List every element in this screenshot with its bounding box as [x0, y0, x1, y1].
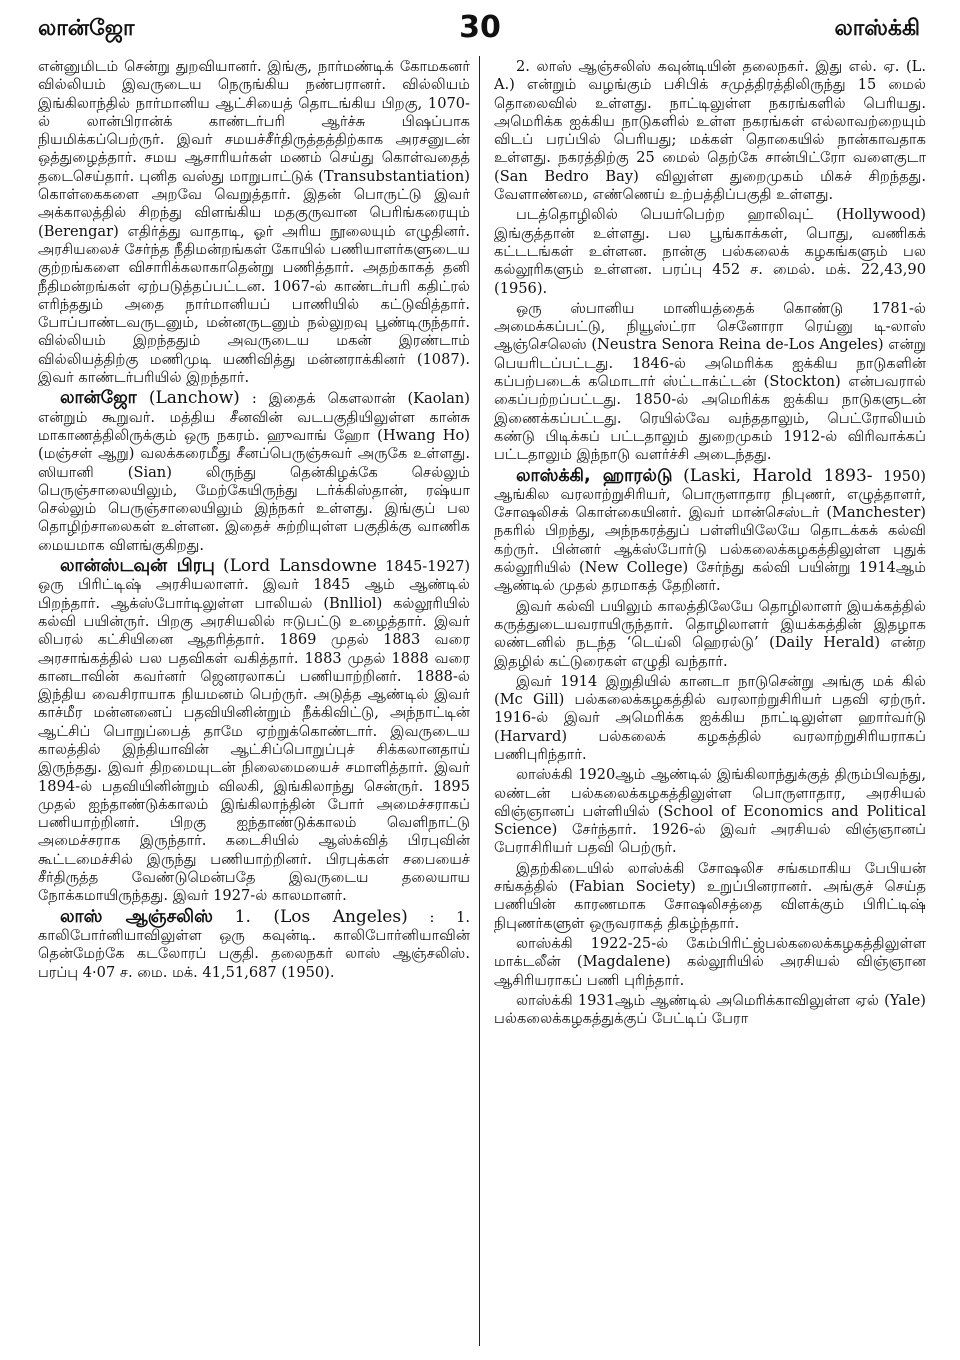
entry-paragraph — [494, 467, 926, 596]
paragraph-text: என்னுமிடம் சென்று துறவியானர். இங்கு, நார்மண்டிக் கோமகனர் வில்லியம் இவருடைய நெருங்கிய நண்பரானர். வில்லியம் இங்கிலாந்தில் நார்மானிய ஆட்சியைத் தொடங்கிய பிறகு, 1070-ல் லான்பிரான்க் காண்டர்பரி ஆர்ச்சு பிஷப்பாக நியமிக்கப்பெற்ருர். இவர் சமயச்சீர்திருத்தத்திற்காக அரசனுடன் ஒத்துழைத்தார். சமய ஆசாரியர்கள் மணம் செய்து கொள்வதைத் தடைசெய்தார். புனித வஸ்து மாறுபாட்டுக் (Transubstantiation) கொள்கைகளை அறவே வெறுத்தார். இதன் பொருட்டு இவர் அக்காலத்தில் சிறந்து விளங்கிய மதகுருவான பெரிங்கரையும் (Berengar) எதிர்த்து வாதாடி, ஓர் அரிய நூலையும் எழுதினர். அரசியலைச் சேர்ந்த நீதிமன்றங்கள் கோயில் பணியாளர்களுடைய குற்றங்களை விசாரிக்கலாகாதென்று பணித்தார். அதற்காகத் தனி நீதிமன்றங்கள் ஏற்படுத்தப்பட்டன. 1067-ல் காண்டர்பரி கதிட்ரல் எரிந்ததும் அதை நார்மானியப் பாணியில் கட்டுவித்தார். போப்பாண்டவருடனும், மன்னருடனும் நல்லுறவு பூண்டிருந்தார். வில்லியம் இறந்ததும் அவருடைய மகன் இரண்டாம் வில்லியத்திற்கு மணிமுடி யணிவித்து மன்னராக்கினர் (1087). இவர் காண்டர்பரியில் இறந்தார். — [38, 58, 470, 387]
paragraph — [494, 58, 926, 204]
paragraph-text: ஒரு ஸ்பானிய மானியத்தைக் கொண்டு 1781-ல் அமைக்கப்பட்டு, நியூஸ்ட்ரா செனோரா ரெய்னு டி-லாஸ் ஆஞ்செலெஸ் (Neustra Senora Reina de-Los Angeles) என்று பெயரிடப்பட்டது. 1846-ல் அமெரிக்க ஐக்கிய நாடுகளின் கப்பற்படைக் கமொடார் ஸ்ட்டாக்ட்டன் (Stockton) என்பவரால் கைப்பற்றப்பட்டது. 1850-ல் அமெரிக்க ஐக்கிய நாடுகளுடன் இணைக்கப்பட்டது. ரெயில்வே வந்ததாலும், பெட்ரோலியம் கண்டு பிடிக்கப் பட்டதாலும் துறைமுகம் 1912-ல் விரிவாக்கப் பட்டதாலும் இந்நாடு வளர்ச்சி அடைந்தது. — [494, 299, 926, 464]
paragraph — [494, 300, 926, 465]
entry-paragraph — [38, 908, 470, 982]
paragraph — [494, 860, 926, 933]
paragraph-text: இதற்கிடையில் லாஸ்க்கி சோஷலிச சங்கமாகிய பேபியன் சங்கத்தில் (Fabian Society) உறுப்பினரானர். அங்குச் செய்த பணியின் காரணமாக சோஷலிசத்தை விளக்கும் பிரிட்டிஷ் நிபுணர்களுள் ஒருவராகத் திகழ்ந்தார். — [494, 859, 926, 932]
paragraph-text: 1845-1927) ஒரு பிரிட்டிஷ் அரசியலாளர். இவர் 1845 ஆம் ஆண்டில் பிறந்தார். ஆக்ஸ்போர்டிலுள்ள பாலியல் (Bnlliol) கல்லூரியில் கல்வி பயின்ருர். பிறகு அரசியலில் ஈடுபட்டு உழைத்தார். இவர் லிபரல் கட்சியினை ஆதரித்தார். 1869 முதல் 1883 வரை அரசாங்கத்தில் பல பதவிகள் வகித்தார். 1883 முதல் 1888 வரை கானடாவின் கவர்னர் ஜெனரலாகப் பணியாற்றினர். 1888-ல் இந்திய வைசிராயாக நியமனம் பெற்ருர். அடுத்த ஆண்டில் இவர் காச்மீர மன்னனைப் பதவியினின்றும் நீக்கிவிட்டு, அந்நாட்டின் ஆட்சிப் பொறுப்பைத் தாமே ஏற்றுக்கொண்டார். இவருடைய காலத்தில் இந்தியாவின் ஆட்சிப்பொறுப்புச் சிக்கலானதாய் இருந்தது. இவர் திறமையுடன் நிலைமையைச் சமாளித்தார். இவர் 1894-ல் பதவியினின்றும் விலகி, இங்கிலாந்து சென்ருர். 1895 முதல் ஐந்தாண்டுக்காலம் இங்கிலாந்தின் போர் அமைச்சராகப் பணியாற்றினர். பிறகு ஐந்தாண்டுக்காலம் வெளிநாட்டு அமைச்சராக இருந்தார். கடைசியில் ஆஸ்க்வித் பிரபுவின் கூட்டமைச்சில் இருந்து பணியாற்றினர். பிரபுக்கள் சபையைச் சீர்திருத்த வேண்டுமென்பதே இவருடைய தலையாய நோக்கமாயிருந்தது. இவர் 1927-ல் காலமானர். — [38, 558, 470, 905]
paragraph — [494, 766, 926, 857]
running-head-right: லாஸ்க்கி — [834, 16, 920, 41]
column-divider — [479, 56, 480, 1346]
left-column — [38, 58, 470, 1348]
page-number: 30 — [459, 10, 501, 45]
entry-paragraph — [38, 389, 470, 555]
paragraph — [494, 992, 926, 1029]
entry-headword-latin: 1. (Los Angeles) — [234, 906, 408, 927]
entry-headword-latin: (Lanchow) — [148, 388, 240, 409]
paragraph — [494, 206, 926, 297]
entry-paragraph — [38, 557, 470, 906]
entry-headword-latin: (Laski, Harold 1893- — [683, 465, 873, 486]
paragraph-text: 1950) ஆங்கில வரலாற்றுசிரியர், பொருளாதார நிபுணர், எழுத்தாளர், சோஷலிசக் கொள்கையினர். இவர் மான்செஸ்டர் (Manchester) நகரில் பிறந்து, அந்நகரத்துப் பள்ளியிலேயே தொடக்கக் கல்வி கற்ருர். பின்னர் ஆக்ஸ்போர்டு பல்கலைக்கழகத்திலுள்ள புதுக் கல்லூரியில் (New College) சேர்ந்து கல்வி பயின்று 1914ஆம் ஆண்டில் முதல் தரமாகத் தேறினர். — [494, 467, 926, 595]
entry-headword: லாஸ்க்கி, ஹாரல்டு — [516, 465, 673, 486]
page-header — [0, 0, 960, 52]
paragraph — [494, 935, 926, 990]
entry-headword: லான்ஜோ — [60, 388, 137, 409]
entry-headword: லாஸ் ஆஞ்சலிஸ் — [60, 906, 213, 927]
paragraph-text: 2. லாஸ் ஆஞ்சலிஸ் கவுன்டியின் தலைநகர். இது எல். ஏ. (L. A.) என்றும் வழங்கும் பசிபிக் சமுத்திரத்திலிருந்து 15 மைல் தொலைவில் உள்ளது. நாட்டிலுள்ள நகரங்களில் பெரியது. அமெரிக்க ஐக்கிய நாடுகளில் உள்ள நகரங்கள் எல்லாவற்றையும் விடப் பரப்பில் பெரியது; மக்கள் தொகையில் நான்காவதாக உள்ளது. நகரத்திற்கு 25 மைல் தெற்கே சான்பிட்ரோ வளைகுடா (San Bedro Bay) விலுள்ள துறைமுகம் மிகச் சிறந்தது. வேளாண்மை, எண்ணெய் உற்பத்திப்பகுதி உள்ளது. — [494, 58, 926, 204]
paragraph-text: லாஸ்க்கி 1931ஆம் ஆண்டில் அமெரிக்காவிலுள்ள ஏல் (Yale) பல்கலைக்கழகத்துக்குப் பேட்டிப் பேரா — [494, 991, 926, 1028]
paragraph-text: படத்தொழிலில் பெயர்பெற்ற ஹாலிவுட் (Hollywood) இங்குத்தான் உள்ளது. பல பூங்காக்கள், பொது, வணிகக் கட்டடங்கள் உள்ளன. நான்கு பல்கலைக் கழகங்களும் பல கல்லூரிகளும் உள்ளன. பரப்பு 452 ச. மைல். மக். 22,43,90 (1956). — [494, 206, 926, 297]
paragraph-text: லாஸ்க்கி 1922-25-ல் கேம்பிரிட்ஜ்பல்கலைக்கழகத்திலுள்ள மாக்டலீன் (Magdalene) கல்லூரியில் அரசியல் விஞ்ஞான ஆசிரியராகப் பணி புரிந்தார். — [494, 934, 926, 989]
paragraph-text: இவர் கல்வி பயிலும் காலத்திலேயே தொழிலாளர் இயக்கத்தில் கருத்துடையவராயிருந்தார். தொழிலாளர் இயக்கத்தின் இதழாக லண்டனில் நடந்த ‘டெய்லி ஹெரல்டு’ (Daily Herald) என்ற இதழில் கட்டுரைகள் எழுதி வந்தார். — [494, 597, 926, 670]
paragraph-text: : இதைக் கௌலான் (Kaolan) என்றும் கூறுவர். மத்திய சீனவின் வடபகுதியிலுள்ள கான்சு மாகாணத்திலிருக்கும் ஒரு நகரம். ஹுவாங் ஹோ (Hwang Ho) (மஞ்சள் ஆறு) வலக்கரைமீது சீனப்பெருஞ்சுவர் அருகே உள்ளது. ஸியானி (Sian) லிருந்து தென்கிழக்கே செல்லும் பெருஞ்சாலையிலும், மேற்கேயிருந்து டர்க்கிஸ்தான், ரஷ்யா செல்லும் பெருஞ்சாலையிலும் இந்நகர் உள்ளது. இங்குப் பல தொழிற்சாலைகள் உள்ளன. இதைச் சுற்றியுள்ள பகுதிக்கு வாணிக மையமாக விளங்குகிறது. — [38, 390, 470, 554]
paragraph — [38, 58, 470, 387]
paragraph — [494, 598, 926, 671]
paragraph-text: லாஸ்க்கி 1920ஆம் ஆண்டில் இங்கிலாந்துக்குத் திரும்பிவந்து, லண்டன் பல்கலைக்கழகத்திலுள்ள பொருளாதார, அரசியல் விஞ்ஞானப் பள்ளியில் (School of Economics and Political Science) சேர்ந்தார். 1926-ல் இவர் அரசியல் விஞ்ஞானப் பேராசிரியர் பதவி பெற்ருர். — [494, 766, 926, 857]
paragraph-text: இவர் 1914 இறுதியில் கானடா நாடுசென்று அங்கு மக் கில் (Mc Gill) பல்கலைக்கழகத்தில் வரலாற்றுசிரியர் பதவி ஏற்ருர். 1916-ல் இவர் அமெரிக்க ஐக்கிய நாட்டிலுள்ள ஹார்வர்டு (Harvard) பல்கலைக் கழகத்தில் வரலாற்றுசிரியராகப் பணிபுரிந்தார். — [494, 672, 926, 763]
right-column — [494, 58, 926, 1348]
running-head-left: லான்ஜோ — [38, 16, 135, 41]
entry-headword-latin: (Lord Lansdowne — [223, 556, 377, 577]
paragraph — [494, 673, 926, 764]
paragraph-text: : 1. காலிபோர்னியாவிலுள்ள ஒரு கவுன்டி. காலிபோர்னியாவின் தென்மேற்கே கடலோரப் பகுதி. தலைநகர் லாஸ் ஆஞ்சலிஸ். பரப்பு 4·07 ச. மை. மக். 41,51,687 (1950). — [38, 908, 470, 981]
entry-headword: லான்ஸ்டவுன் பிரபு — [60, 556, 215, 577]
